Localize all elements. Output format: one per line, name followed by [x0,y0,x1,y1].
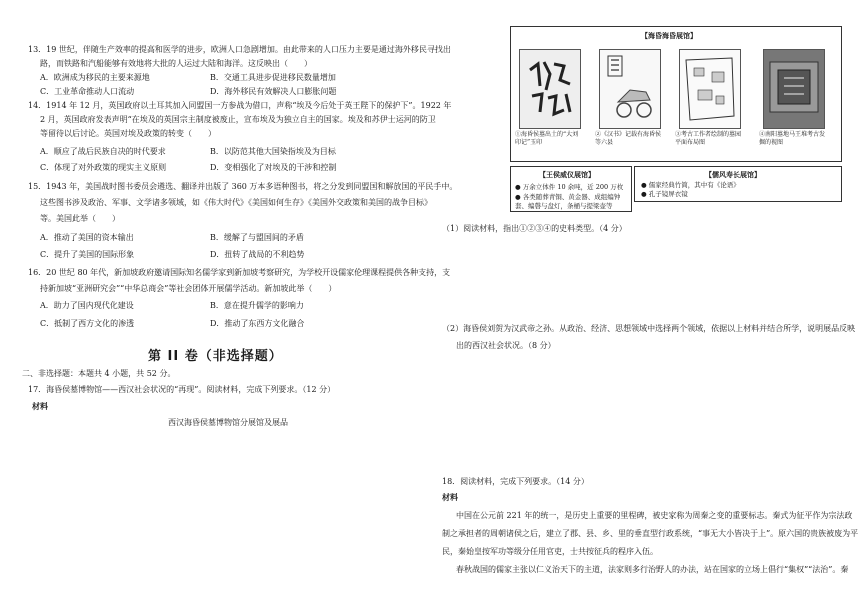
q15-option-b: B．缓解了与盟国间的矛盾 [210,233,304,242]
q16-option-b: B．意在提升儒学的影响力 [210,301,304,310]
q15-option-c: C．提升了美国的国际形象 [40,250,135,259]
box1-item-1: ● 万余立体件 10 余吨，近 200 万枚 [515,183,624,191]
confucian-exhibit-box [634,166,842,202]
q17-part-1: （1）阅读材料，指出①②③④的史料类型。（4 分） [442,224,627,233]
q16-option-a: A．助力了国内现代化建设 [40,301,134,310]
box1-header: 【王侯威仪展馆】 [539,170,595,179]
q14-option-d: D．变相强化了对埃及的干涉和控制 [210,163,337,172]
q15-line-1: 15．1943 年，美国战时图书委员会遴选、翻译并出版了 360 万本多语种图书，将之分发到同盟国和解放国的平民手中。 [28,182,458,191]
exhibit-figure [510,26,842,162]
royal-exhibit-box [510,166,632,212]
q15-option-a: A．推动了美国的资本输出 [40,233,134,242]
q14-option-b: B．以防范其他大国染指埃及为目标 [210,147,336,156]
q14-option-c: C．体现了对外政策的现实主义原则 [40,163,167,172]
box1-item-2: ● 各类随葬青铜、黄金器、成组编钟套、编磬与盘灯，条桶与提梁壶等 [515,193,621,210]
part2-intro: 二、非选择题：本题共 4 小题，共 52 分。 [22,369,176,378]
q13-option-d: D．海外移民有效解决人口膨胀问题 [210,87,337,96]
q16-line-1: 16．20 世纪 80 年代，新加坡政府邀请国际知名儒学家到新加坡考察研究，为学校开设儒家伦理课程提供各种支持，支 [28,268,451,277]
excavation-photo [763,49,825,129]
q14-option-a: A．顺应了战后民族自决的时代要求 [40,147,166,156]
q13-option-c: C．工业革命推动人口流动 [40,87,135,96]
q17-part-2-line-1: （2）海昏侯刘贺为汉武帝之孙。从政治、经济、思想领域中选择两个领域，依据以上材料并结合所学，说明展品反映 [442,324,856,333]
q15-line-2: 这些图书涉及政治、军事、文学诸多领域，如《伟大时代》《美国如何生存》《美国外交政策和美国的战争目标》 [40,198,432,207]
q18-stem: 18．阅读材料，完成下列要求。（14 分） [442,477,589,486]
q17-part-2-line-2: 出的西汉社会状况。（8 分） [456,341,556,350]
jade-seal-image [519,49,581,129]
caption-1: ①海昏侯墓出土的“大刘印记”玉印 [515,131,579,146]
q13-line-2: 路，而铁路和汽船能够有效地将大批的人运过大陆和海洋。这反映出（ ） [40,59,312,68]
han-book-image [599,49,661,129]
tomb-plan-image [679,49,741,129]
q16-option-c: C．抵制了西方文化的渗透 [40,319,135,328]
q13-line-1: 13．19 世纪，伴随生产效率的提高和医学的进步，欧洲人口急剧增加。由此带来的人口压力主要是通过海外移民寻找出 [28,45,451,54]
caption-4: ④南阳墓地马王堆考古发掘的视图 [759,131,826,146]
q17-stem: 17．海昏侯墓博物馆——西汉社会状况的“再现”。阅读材料，完成下列要求。（12 分） [28,385,336,394]
box2-item-2: ● 孔子镜屏衣镜 [641,190,688,198]
exhibit-caption: 西汉海昏侯墓博物馆分展馆及展品 [168,418,288,427]
q18-material-line-1: 中国在公元前 221 年的统一，是历史上重要的里程碑，被史家称为周秦之变的重要标志。秦式为征平作为宗法政 [456,511,853,520]
q18-material-label: 材料 [442,492,458,502]
q15-line-3: 等。美国此举（ ） [40,214,120,223]
q16-option-d: D．推动了东西方文化融合 [210,319,305,328]
caption-2: ②《汉书》记载有海昏侯等六县 [595,131,662,146]
q18-material-line-3: 民，秦始皇按军功等级分任用官吏，士共按征兵的程序入伍。 [442,547,658,556]
q13-option-b: B．交通工具进步促进移民数量增加 [210,73,336,82]
material-label: 材料 [32,401,48,411]
q14-line-1: 14．1914 年 12 月，英国政府以土耳其加入同盟国一方参战为借口，声称“埃及今后处于英王陛下的保护下”。1922 年 [28,101,452,110]
box2-item-1: ● 儒家经典竹简，其中有《论语》 [641,181,740,189]
q15-option-d: D．扭转了战局的不利趋势 [210,250,305,259]
caption-3: ③考古工作者绘制的墓园平面布局图 [675,131,742,146]
q13-option-a: A．欧洲成为移民的主要来源地 [40,73,150,82]
q18-material-line-4: 春秋战国的儒家主张以仁义治天下的主道，法家则多行治野人的办法，站在国家的立场上倡行“集权”“法治”。秦 [456,565,849,574]
q16-line-2: 持新加坡“亚洲研究会”“中华总商会”等社会团体开展儒学活动。新加坡此举（ ） [40,284,337,293]
q18-material-line-2: 制之承担者的周朝诸侯之后，建立了郡、县、乡、里的垂直型行政系统，“事无大小皆决于上”。原六国的贵族被废为平 [442,529,859,538]
figure-header: 【海昏海昏展馆】 [641,31,697,40]
q14-line-3: 等留待以后讨论。英国对埃及政策的转变（ ） [40,129,216,138]
section-title: 第 II 卷（非选择题） [148,349,283,364]
box2-header: 【儒风寿长展馆】 [705,170,761,179]
q14-line-2: 2 月，英国政府发表声明“在埃及的英国宗主制度被废止，宣布埃及为独立自主的国家。埃及和苏伊士运河的防卫 [40,115,436,124]
